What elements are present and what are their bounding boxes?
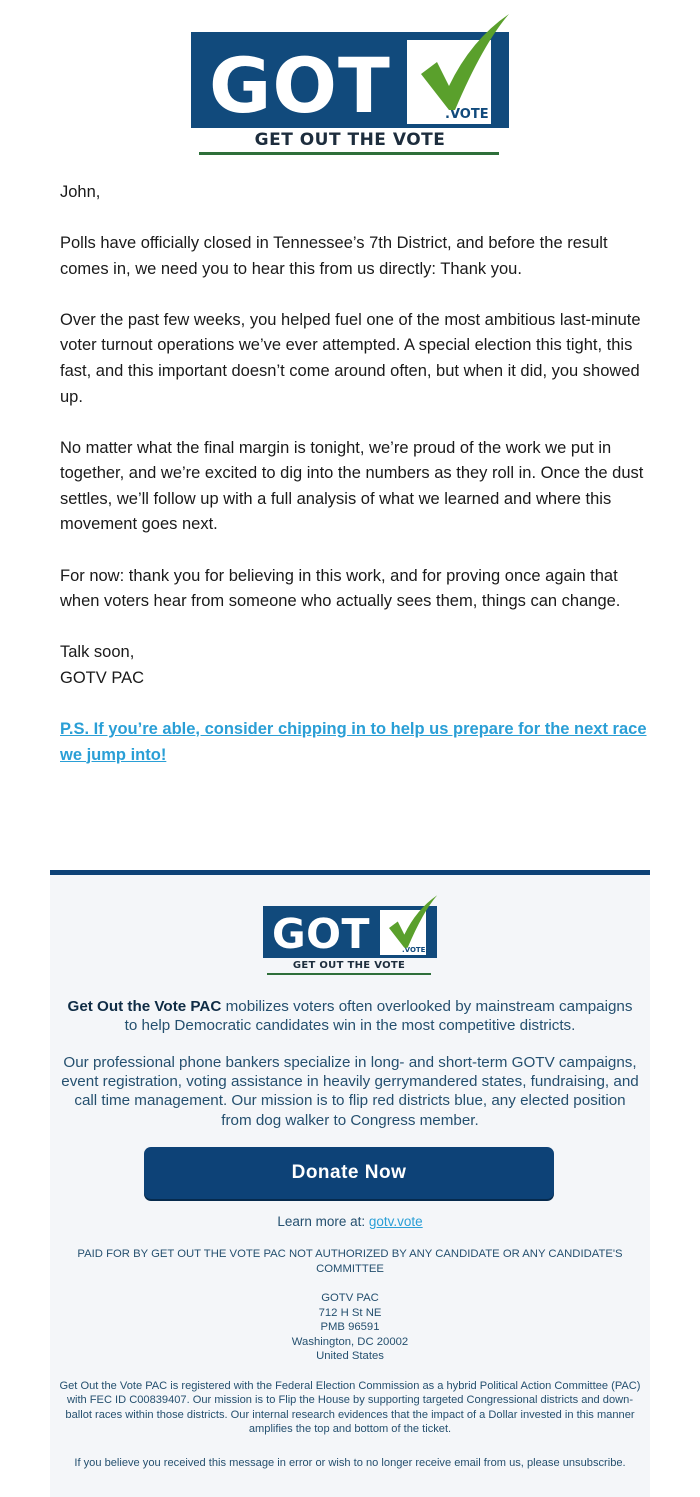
signoff: Talk soon, — [60, 643, 135, 662]
learn-more — [50, 1214, 650, 1229]
checkmark-icon — [384, 893, 440, 951]
address-line: Washington, DC 20002 — [291, 1335, 409, 1348]
signature-block — [60, 640, 650, 691]
paragraph-4: For now: thank you for believing in this work, and for proving once again that when voters hear from someone who actually sees them, things can change. — [60, 566, 621, 611]
address-line: GOTV PAC — [321, 1292, 379, 1304]
about-org — [60, 997, 640, 1035]
learn-more-label: Learn more at: — [277, 1214, 369, 1229]
logo-tld: .VOTE — [445, 107, 489, 122]
about-services: Our professional phone bankers specialize in long- and short-term GOTV campaigns, event registration, voting assistance in heavily gerrymandered states, fundraising, and call time management. Our mission is to flip red districts blue, any elected position from dog walker to Congress member. — [61, 1054, 639, 1129]
logo-letters: GOT — [272, 910, 370, 958]
logo-underline — [267, 973, 431, 975]
ps-donate-link[interactable]: P.S. If you’re able, consider chipping in to help us prepare for the next race we jump into! — [60, 719, 647, 764]
gotv-footer-logo — [263, 893, 443, 975]
gotv-vote-link[interactable]: gotv.vote — [368, 1214, 423, 1229]
mailing-address — [50, 1291, 650, 1364]
donate-now-button[interactable]: Donate Now — [144, 1147, 554, 1199]
paragraph-3: No matter what the final margin is tonight, we’re proud of the work we put in together, and we’re excited to dig into the numbers as they roll in. Once the dust settles, we’ll follow up with a full analysis of what we learned and where this movement goes next. — [60, 438, 644, 534]
greeting: John, — [60, 183, 101, 201]
paragraph-2: Over the past few weeks, you helped fuel one of the most ambitious last-minute voter turnout operations we’ve ever attempted. A special election this tight, this fast, and this important doesn’t come around often, but when it did, you showed up. — [60, 310, 641, 406]
address-line: PMB 96591 — [320, 1321, 380, 1334]
paragraph-1: Polls have officially closed in Tennessee’s 7th District, and before the result comes in, we need you to hear this from us directly: Thank you. — [60, 234, 608, 278]
unsubscribe-notice: If you believe you received this message in error or wish to no longer receive email from us, please unsubscribe. — [74, 1457, 626, 1469]
email-body — [60, 180, 650, 768]
email-footer — [50, 870, 650, 1497]
fec-notice: Get Out the Vote PAC is registered with the Federal Election Commission as a hybrid Political Action Committee (PAC) with FEC ID C00839407. Our mission is to Flip the House by supporting targeted Congressional districts and down-ballot races within those districts. Our internal research evidences that the impact of a Dollar invested in this manner amplifies the top and bottom of the ticket. — [59, 1380, 641, 1435]
logo-tagline: GET OUT THE VOTE — [292, 960, 406, 971]
logo-tld: .VOTE — [402, 946, 426, 954]
paid-for-disclaimer: PAID FOR BY GET OUT THE VOTE PAC NOT AUTHORIZED BY ANY CANDIDATE OR ANY CANDIDATE'S COMMITTEE — [77, 1248, 623, 1275]
org-name: Get Out the Vote PAC — [67, 998, 222, 1015]
logo-underline — [199, 152, 499, 155]
checkmark-icon — [413, 10, 513, 116]
logo-letters: GOT — [209, 41, 391, 130]
signature: GOTV PAC — [60, 668, 145, 687]
about-text: mobilizes voters often overlooked by mainstream campaigns to help Democratic candidates win in the most competitive districts. — [124, 998, 633, 1034]
logo-tagline: GET OUT THE VOTE — [254, 130, 446, 150]
address-line: 712 H St NE — [318, 1306, 382, 1319]
address-line: United States — [316, 1350, 384, 1363]
gotv-logo — [191, 10, 511, 160]
